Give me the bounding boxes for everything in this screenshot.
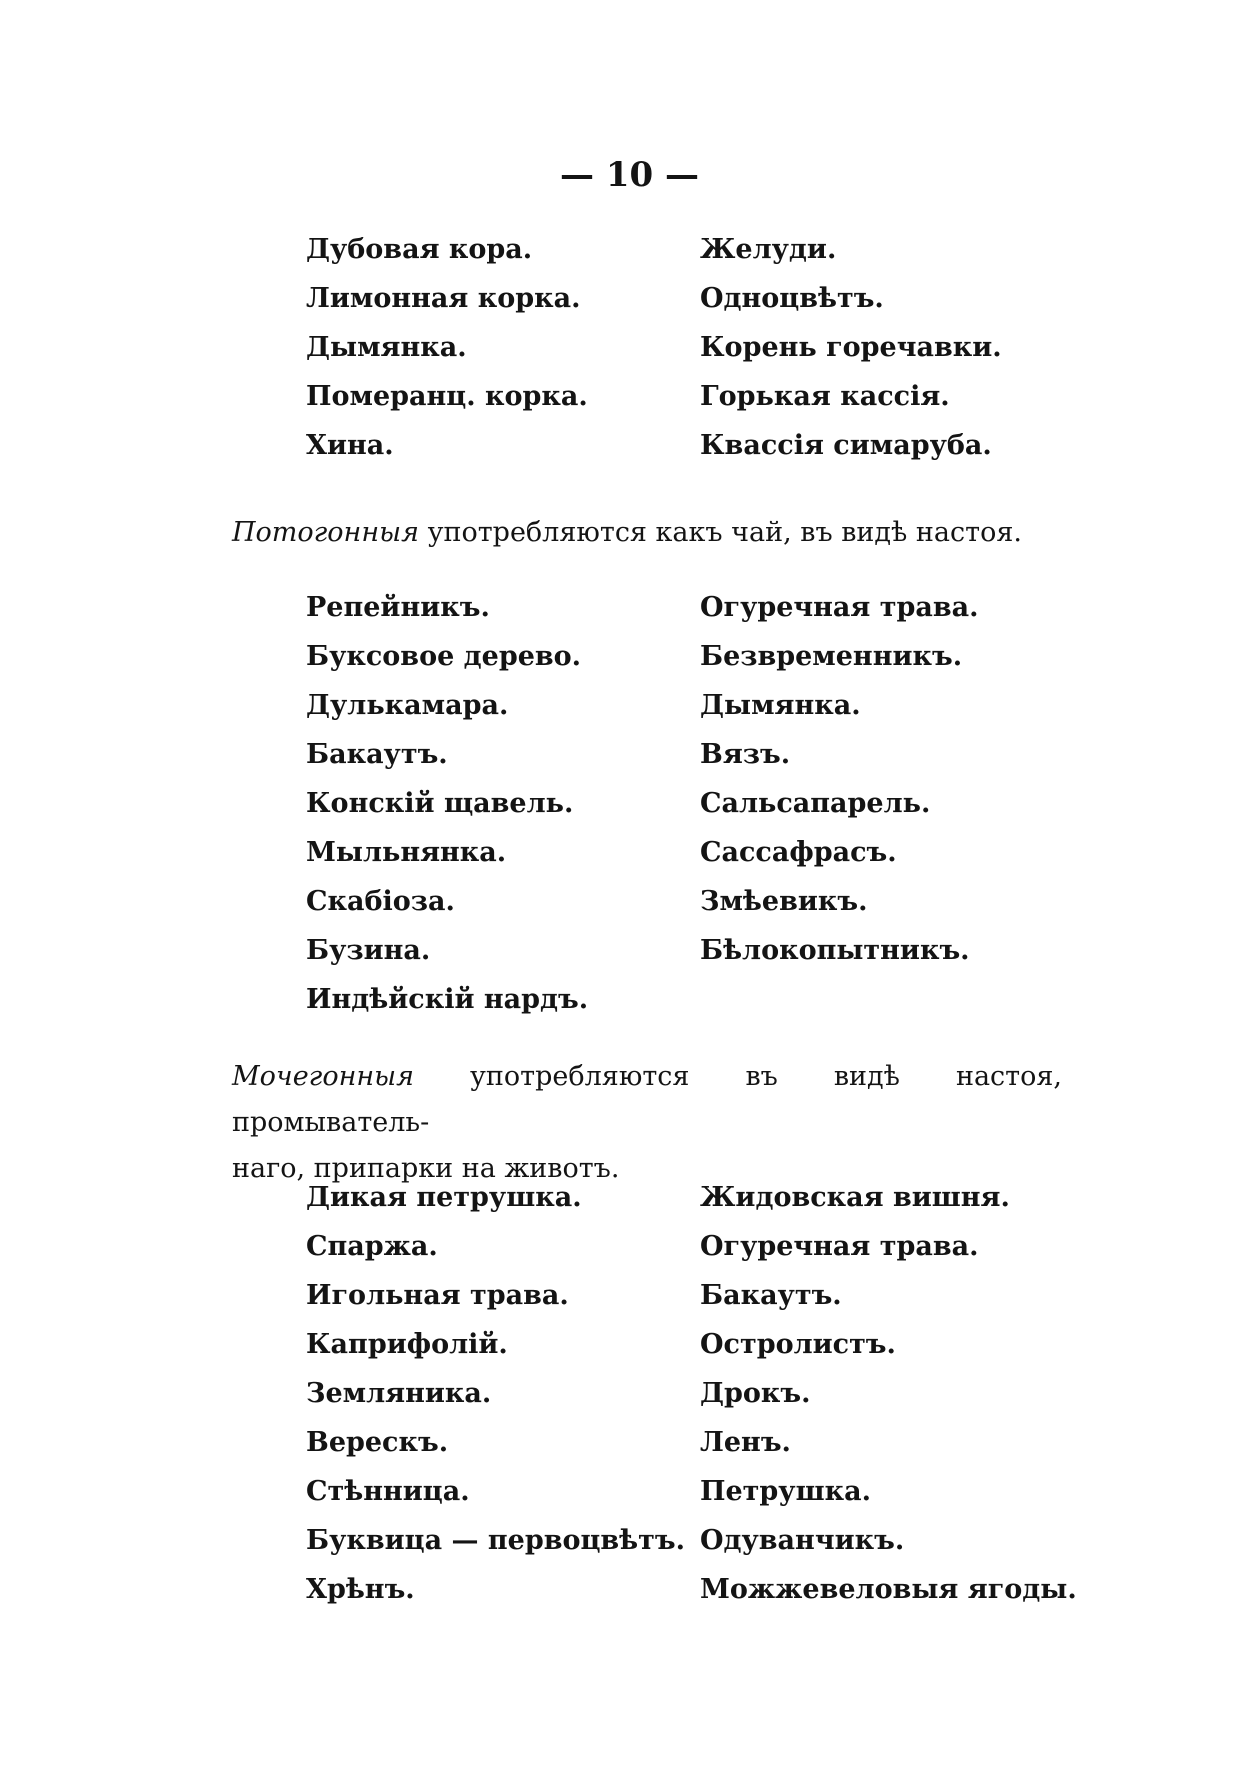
section3-intro [232,1054,1062,1192]
section1-left-column [306,230,588,475]
list-item: Бакаутъ. [306,739,448,770]
section3-heading: Мочегонныя [232,1061,415,1092]
list-item: Дымянка. [306,332,467,363]
list-item: Дулькамара. [306,690,509,721]
list-item: Корень горечавки. [700,332,1002,363]
section2-left-column [306,588,588,1029]
list-item: Одуванчикъ. [700,1525,905,1556]
section1-right-column [700,230,1002,475]
list-item: Огуречная трава. [700,592,979,623]
section3-intro-line1 [232,1054,1062,1146]
list-item: Померанц. корка. [306,381,588,412]
list-item: Дикая петрушка. [306,1182,582,1213]
list-item: Конскій щавель. [306,788,574,819]
list-item: Мыльнянка. [306,837,507,868]
list-item: Сассафрасъ. [700,837,897,868]
section2-text: употребляются какъ чай, въ видѣ настоя. [427,517,1022,548]
list-item: Стѣнница. [306,1476,470,1507]
section3-text-line2: наго, припарки на животъ. [232,1153,620,1184]
list-item: Лимонная корка. [306,283,581,314]
list-item: Бузина. [306,935,431,966]
section3-right-column [700,1178,1077,1619]
list-item: Можжевеловыя ягоды. [700,1574,1077,1605]
list-item: Индѣйскій нардъ. [306,984,589,1015]
section3-left-column [306,1178,685,1619]
list-item: Буквица — первоцвѣтъ. [306,1525,686,1556]
list-item: Хрѣнъ. [306,1574,415,1605]
list-item: Репейникъ. [306,592,490,623]
list-item: Дубовая кора. [306,234,533,265]
section2-intro [232,510,1062,556]
list-item: Жидовская вишня. [700,1182,1010,1213]
list-item: Квассія симаруба. [700,430,992,461]
list-item: Хина. [306,430,394,461]
list-item: Огуречная трава. [700,1231,979,1262]
list-item: Вязъ. [700,739,791,770]
list-item: Одноцвѣтъ. [700,283,884,314]
list-item: Горькая кассія. [700,381,950,412]
list-item: Безвременникъ. [700,641,963,672]
list-item: Спаржа. [306,1231,438,1262]
list-item: Дрокъ. [700,1378,811,1409]
list-item: Буксовое дерево. [306,641,582,672]
list-item: Верескъ. [306,1427,449,1458]
list-item: Дымянка. [700,690,861,721]
list-item: Ленъ. [700,1427,791,1458]
list-item: Бѣлокопытникъ. [700,935,970,966]
list-item: Желуди. [700,234,837,265]
list-item: Игольная трава. [306,1280,569,1311]
section2-heading: Потогонныя [232,517,419,548]
list-item: Каприфолій. [306,1329,508,1360]
section2-right-column [700,588,979,980]
list-item: Остролистъ. [700,1329,896,1360]
list-item: Змѣевикъ. [700,886,868,917]
section3-text-line1: употребляются въ видѣ настоя, промыватель- [232,1061,1062,1138]
list-item: Сальсапарель. [700,788,931,819]
list-item: Бакаутъ. [700,1280,842,1311]
list-item: Скабіоза. [306,886,455,917]
list-item: Петрушка. [700,1476,871,1507]
page-number: — 10 — [560,155,699,195]
list-item: Земляника. [306,1378,492,1409]
